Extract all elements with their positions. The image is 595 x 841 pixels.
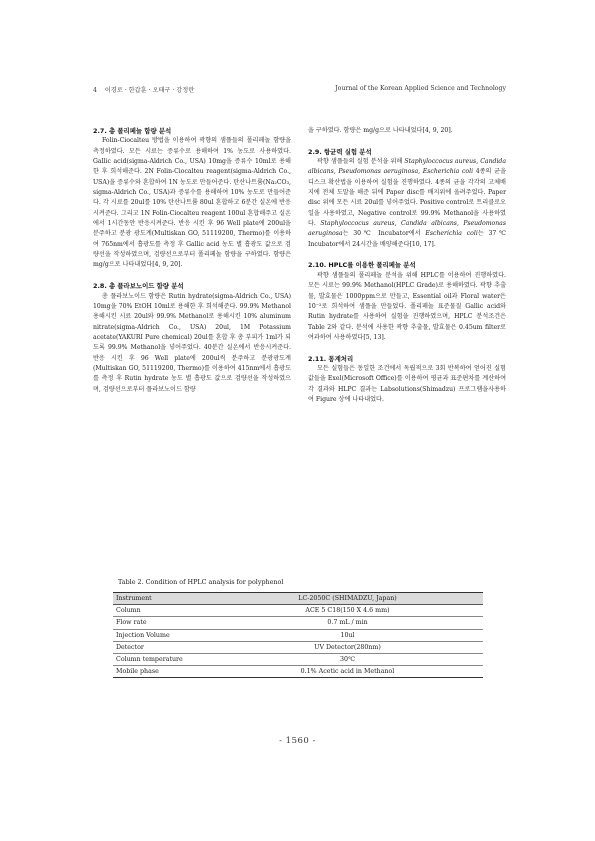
left-column bbox=[93, 126, 291, 395]
table-cell-parameter: Injection Volume bbox=[113, 629, 249, 641]
body-paragraph: 곽향 샘플들의 폴리페놀 분석을 위해 HPLC를 이용하여 진행하였다. 모든 시료는 99.9% Methanol(HPLC Grade)로 용해하였다. 곽향 추출물, 발효물은 1000ppm으로 만들고, Essential oil과 Floral water은 10⁻²로 희석하여 샘플을 만들었다. 폴리페놀 표준물질 Gallic acid와 Rutin hydrate를 사용하여 실험을 진행하였으며, HPLC 분석조건은 Table 2와 같다. 분석에 사용한 곽향 추출물, 발효물은 0.45um filter로 여과하여 사용하였다[5, 13]. bbox=[308, 271, 506, 341]
table-cell-parameter: Flow rate bbox=[113, 617, 249, 629]
page-footer: - 1560 - bbox=[279, 736, 316, 746]
table-cell-parameter: Detector bbox=[113, 641, 249, 653]
table-cell-parameter: Column temperature bbox=[113, 654, 249, 666]
table-row bbox=[113, 666, 483, 678]
table-cell-value: LC-2050C (SHIMADZU, Japan) bbox=[249, 593, 483, 605]
body-paragraph: 을 구하였다. 함량은 mg/g으로 나타내었다[4, 9, 20]. bbox=[308, 127, 453, 134]
body-paragraph: 총 플라보노이드 함량은 Rutin hydrate(sigma-Aldrich Co., USA) 10mg을 70% EtOH 10ml로 용해한 후 희석해준다. 99.9% Methanol 용해시킨 시료 20ul와 99.9% Methanol로 용해시킨 10% aluminum nitrate(sigma-Aldrich Co., USA) 20ul, 1M Potassium acetate(YAKURI Pure chemical) 20ul를 혼합 후 총 부피가 1ml가 되도록 99.9% Methanol을 넣어주었다. 40분간 실온에서 반응시켜준다. 반응 시킨 후 96 Well plate에 200ul씩 분주하고 분광광도계(Multiskan GO, 51119200, Thermo)를 이용하여 415nm에서 흡광도를 측정 후 Rutin hydrate 농도 별 흡광도 값으로 검량선을 작성하였으며, 검량선으로부터 플라보노이드 함량 bbox=[93, 292, 291, 393]
header-page-number: 4 bbox=[93, 87, 97, 94]
table-row bbox=[113, 641, 483, 653]
spacer bbox=[308, 136, 506, 146]
table-cell-value: ACE 5 C18(150 X 4.6 mm) bbox=[249, 605, 483, 617]
section-heading: 2.11. 통계처리 bbox=[308, 354, 354, 363]
table-row bbox=[113, 605, 483, 617]
section-heading: 2.10. HPLC를 이용한 폴리페놀 분석 bbox=[308, 261, 416, 270]
body-paragraph: Folin-Ciocalteu 방법을 이용하여 곽향의 샘플들의 폴리페놀 함량을 측정하였다. 모든 시료는 증류수로 용해하여 1% 농도로 사용하였다. Gallic acid(sigma-Aldrich Co., USA) 10mg을 증류수 10ml로 용해한 후 희석해준다. 2N Folin-Ciocalteu reagent(sigma-Aldrich Co., USA)을 증류수와 혼합하여 1N 농도로 만들어준다. 탄산나트륨(Na₂CO₃, sigma-Aldrich Co., USA)과 증류수를 용해하여 10% 농도로 만들어준다. 각 시료를 20ul를 10% 탄산나트륨 80ul 혼합하고 6분간 실온에 반응시켜준다. 그리고 1N Folin-Ciocalteu reagent 100ul 혼합해주고 실온에서 1시간동안 반응시켜준다. 반응 시킨 후 96 Well plate에 200ul을 분주하고 분광 광도계(Multiskan GO, 51119200, Thermo)를 이용하여 765nm에서 흡광도를 측정 후 Gallic acid 농도 별 흡광도 값으로 검량선을 작성하였으며, 검량선으로부터 폴리페놀 함량을 구하였다. 함량은 mg/g으로 나타내었다[4, 9, 20]. bbox=[93, 137, 291, 269]
table-cell-value: 10ul bbox=[249, 629, 483, 641]
table-cell-value: UV Detector(280nm) bbox=[249, 641, 483, 653]
hplc-condition-table bbox=[113, 592, 483, 678]
table-cell-parameter: Mobile phase bbox=[113, 666, 249, 678]
body-paragraph: 모든 실험들은 동일한 조건에서 독립적으로 3회 반복하여 얻어진 실험 값들을 Exel(Microsoft Office)를 이용하여 평균과 표준편차를 계산하여 각 결과와 HLPC 결과는 Labsolutions(Shimadzu) 프로그램을사용하여 Figure 상에 나타내었다. bbox=[308, 364, 506, 403]
table-header-row bbox=[113, 593, 483, 605]
table-cell-parameter: Instrument bbox=[113, 593, 249, 605]
right-column bbox=[308, 126, 506, 405]
table-row bbox=[113, 654, 483, 666]
spacer bbox=[308, 343, 506, 353]
section-heading: 2.9. 항균력 실험 분석 bbox=[308, 147, 372, 156]
section-heading: 2.8. 총 플라보노이드 함량 분석 bbox=[93, 282, 184, 291]
header-left bbox=[93, 85, 194, 94]
section-heading: 2.7. 총 폴리페놀 함량 분석 bbox=[93, 127, 172, 135]
table-cell-value: 30℃ bbox=[249, 654, 483, 666]
table-row bbox=[113, 629, 483, 641]
header-journal: Journal of the Korean Applied Science and Technology bbox=[335, 85, 506, 92]
body-paragraph: 곽향 샘플들의 실험 분석을 위해 Staphyloccocus aureus, Candida albicans, Pseudomonas aeruginosa, Escherichia coli 4종의 균을 디스크 확산법을 이용하여 실험을 진행하였다. 4종의 균을 각각의 고체배지에 전체 도말을 해준 뒤에 Paper disc를 배지위에 올려주었다. Paper disc 위에 모든 시료 20ul를 넣어주었다. Positive control로 트리클로오일을 사용하였고, Negative control로 99.9% Methanol을 사용하였다. Staphyloccocus aureus, Candida albicans, Pseudomonas aeruginosa는 30℃ Incubator에서 Escherichia coli는 37℃ Incubator에서 24시간을 배양해준다[10, 17]. bbox=[308, 158, 507, 248]
table-cell-parameter: Column bbox=[113, 605, 249, 617]
table-cell-value: 0.7 mL / min bbox=[249, 617, 483, 629]
spacer bbox=[93, 271, 291, 281]
header-authors: 이경로 · 한갑훈 · 오태구 · 강정란 bbox=[104, 87, 195, 94]
table-caption: Table 2. Condition of HPLC analysis for polyphenol bbox=[118, 578, 284, 586]
spacer bbox=[308, 250, 506, 260]
table-row bbox=[113, 617, 483, 629]
table-cell-value: 0.1% Acetic acid in Methanol bbox=[249, 666, 483, 678]
